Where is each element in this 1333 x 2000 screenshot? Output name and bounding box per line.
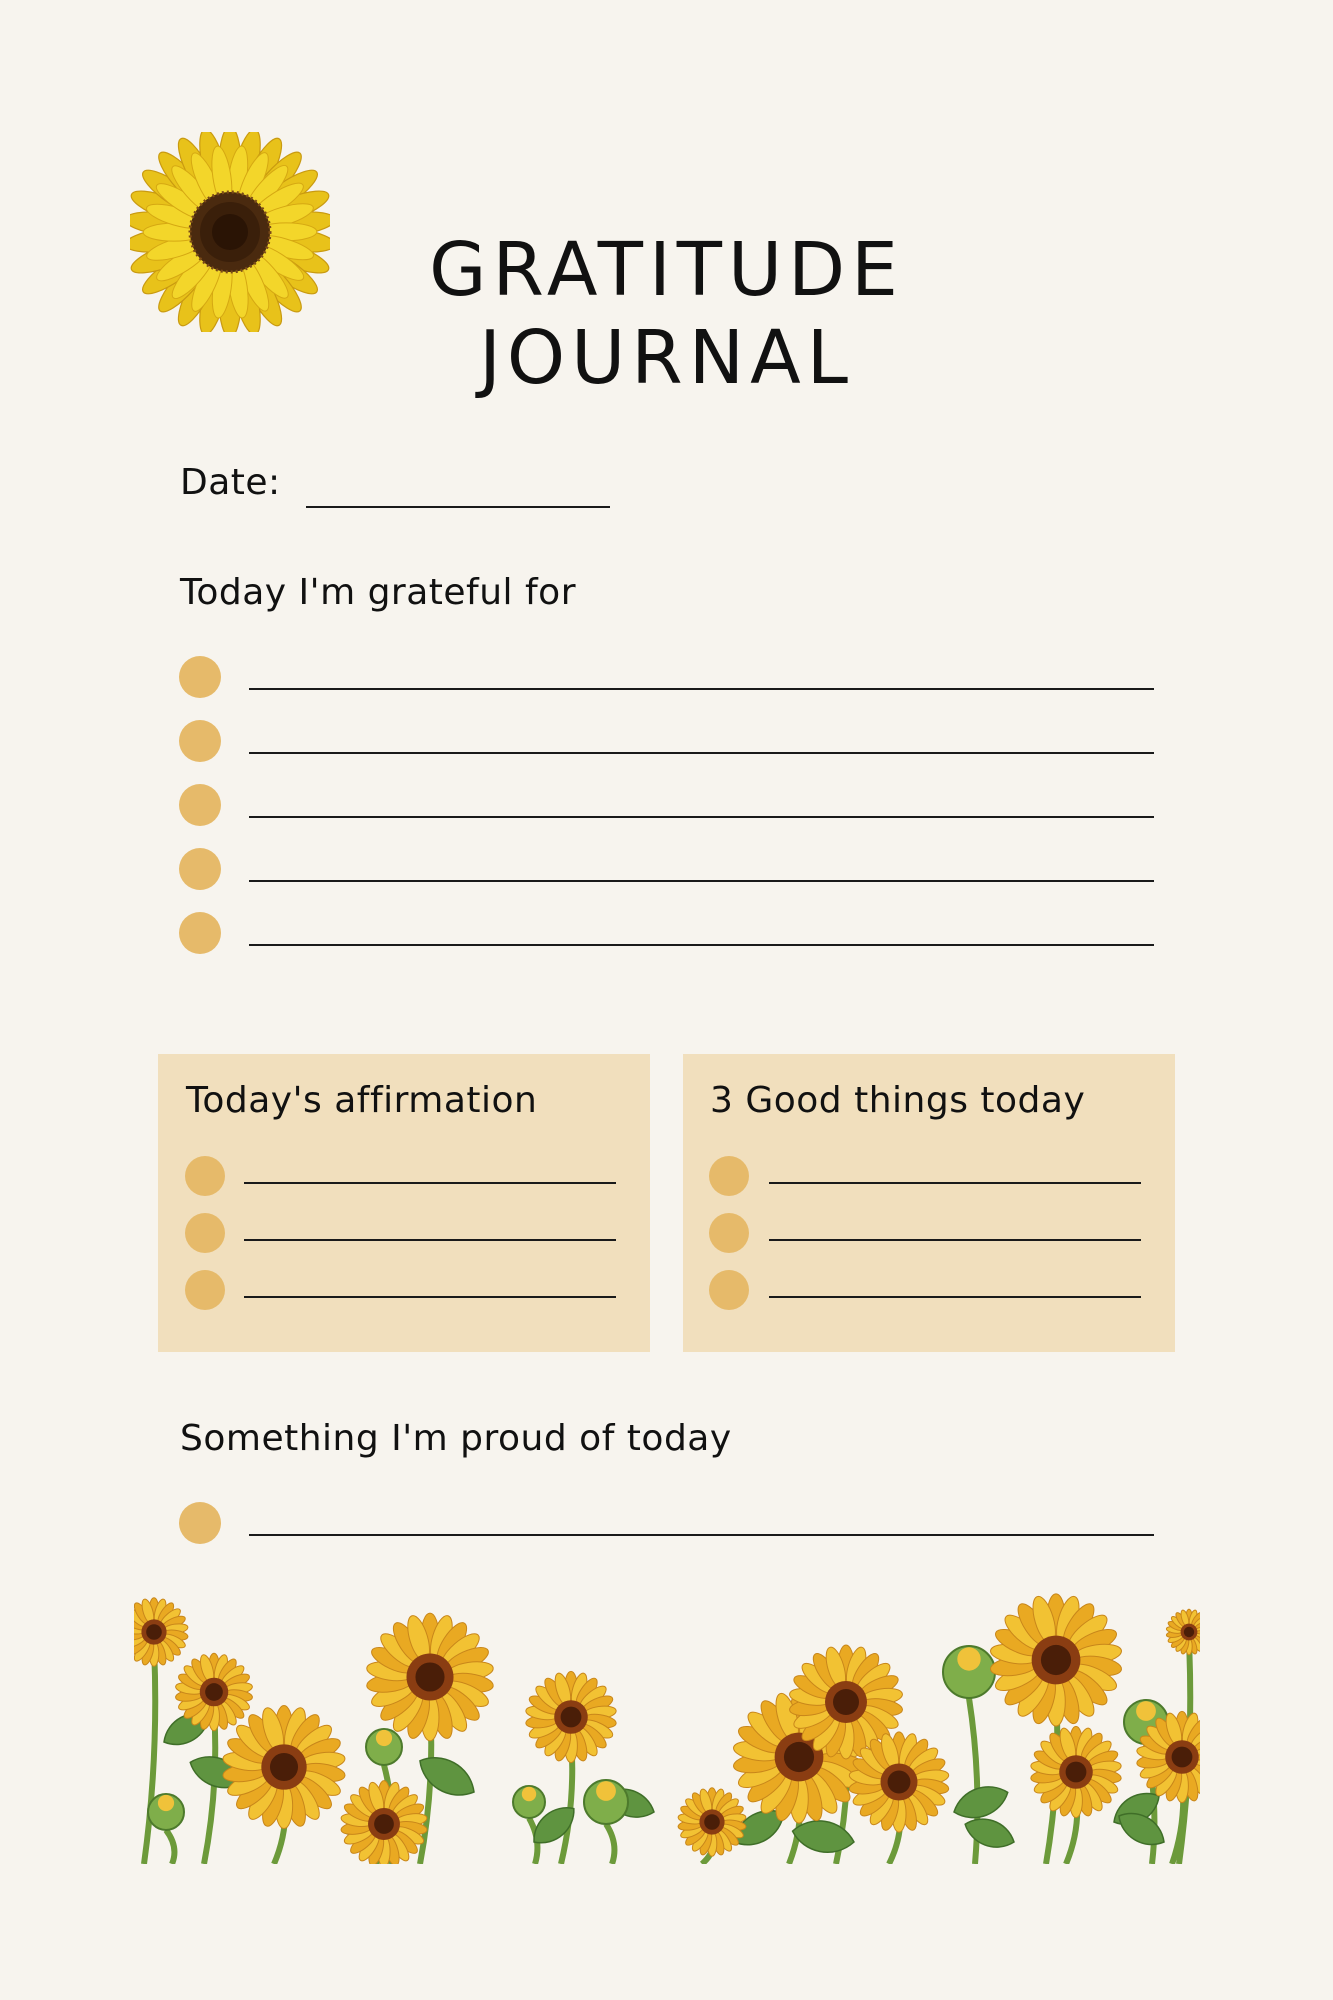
grateful-heading: Today I'm grateful for [180,572,576,613]
page-title-line1: GRATITUDE [429,227,904,313]
page-title-line2: JOURNAL [479,315,854,401]
proud-bullet [179,1502,221,1544]
grateful-bullet [179,848,221,890]
affirmation-bullet [185,1270,225,1310]
sunflower-border [134,1592,1200,1864]
grateful-entry-line[interactable] [249,880,1154,882]
grateful-bullet [179,720,221,762]
date-label: Date: [180,462,281,503]
grateful-entry-line[interactable] [249,816,1154,818]
good-things-heading: 3 Good things today [710,1080,1086,1121]
good-things-entry-line[interactable] [769,1296,1141,1298]
good-things-panel [683,1054,1175,1352]
affirmation-panel [158,1054,650,1352]
good-things-entry-line[interactable] [769,1239,1141,1241]
good-things-bullet [709,1270,749,1310]
grateful-entry-line[interactable] [249,752,1154,754]
affirmation-bullet [185,1156,225,1196]
affirmation-entry-line[interactable] [244,1182,616,1184]
proud-heading: Something I'm proud of today [180,1418,732,1459]
date-field-line[interactable] [306,506,610,508]
good-things-bullet [709,1156,749,1196]
affirmation-heading: Today's affirmation [186,1080,538,1121]
grateful-bullet [179,656,221,698]
good-things-entry-line[interactable] [769,1182,1141,1184]
proud-entry-line[interactable] [249,1534,1154,1536]
grateful-bullet [179,784,221,826]
affirmation-entry-line[interactable] [244,1296,616,1298]
good-things-bullet [709,1213,749,1253]
affirmation-entry-line[interactable] [244,1239,616,1241]
affirmation-bullet [185,1213,225,1253]
grateful-bullet [179,912,221,954]
grateful-entry-line[interactable] [249,944,1154,946]
grateful-entry-line[interactable] [249,688,1154,690]
